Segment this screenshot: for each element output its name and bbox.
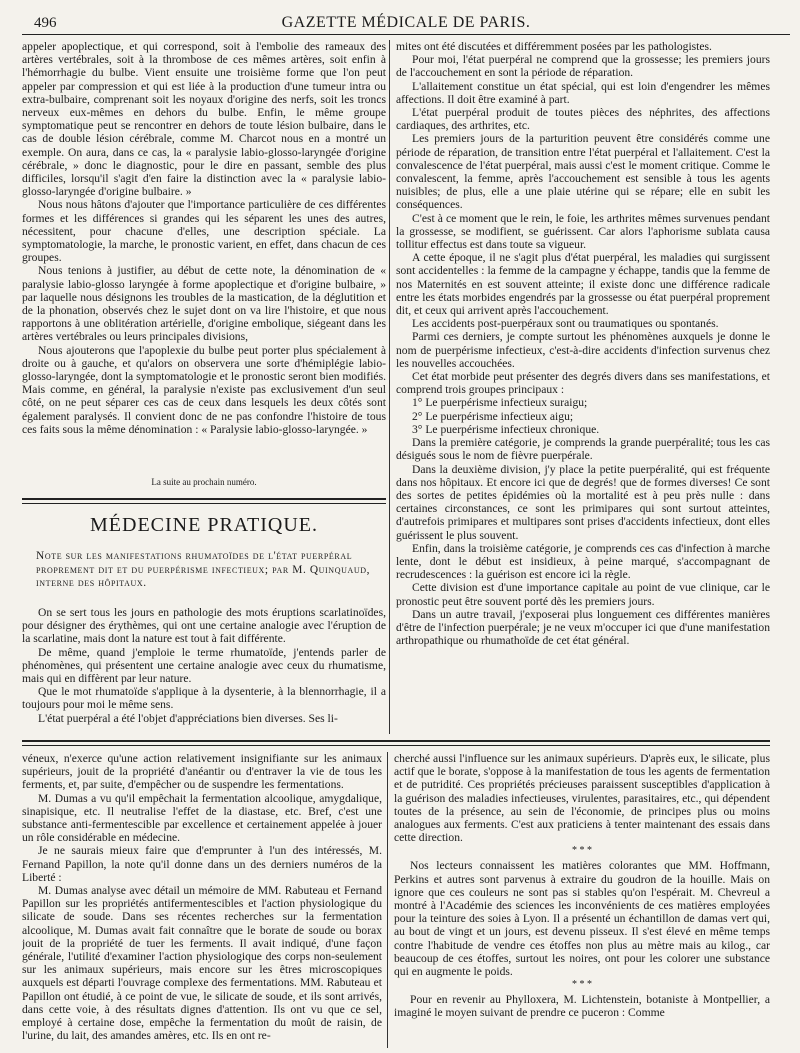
paragraph: De même, quand j'emploie le terme rhumatoïde, j'entends parler de phénomènes, qui présentent une certaine analogie avec ceux du rhumatisme, mais qui en diffèrent par leur nature. <box>22 645 386 686</box>
paragraph: Je ne saurais mieux faire que d'emprunter à l'un des intéressés, M. Fernand Papillon, la note qu'il donne dans un des derniers numéros de la Liberté : <box>22 844 382 884</box>
column-divider <box>389 40 390 734</box>
column-top-right <box>396 40 770 740</box>
paragraph: Dans la première catégorie, je comprends la grande puerpéralité; tous les cas désigués sous le nom de fièvre puerpérale. <box>396 436 770 463</box>
paragraph: A cette époque, il ne s'agit plus d'état puerpéral, les maladies qui surgissent sont accidentelles : la femme de la campagne y échappe, tandis que la femme de nos Maternités en est souvent atteinte; il existe donc une différence radicale entre les états morbides engendrés par la grossesse ou état puerpéral proprement dit, et ceux qui arrivent après l'accouchement. <box>396 251 770 318</box>
paragraph: appeler apoplectique, et qui correspond, soit à l'embolie des rameaux des artères vertébrales, soit à la thrombose de ces mêmes artères, soit enfin à l'hémorrhagie du bulbe. Vient ensuite une troisième forme que l'on peut appeler par compression et qui est liée à la production d'une tumeur intra ou extra-bulbaire, comprenant soit les noyaux d'origine des nerfs, soit les troncs nerveux eux-mêmes en dehors du bulbe. Enfin, le même groupe symptomatique peut se rencontrer en dehors de toute lésion bulbaire, dans le cas de double lésion cérébrale, comme M. Charcot nous en a montré un exemple. On aura, dans ce cas, la « paralysie labio-glosso-laryngée d'origine cérébrale, » donc le diagnostic, pour le dire en passant, semble des plus difficiles, lorsqu'il s'agit d'en faire la distinction avec la « paralysie labio-glosso-laryngée d'origine bulbaire. » <box>22 40 386 199</box>
paragraph: C'est à ce moment que le rein, le foie, les arthrites mêmes survenues pendant la grossesse, se modifient, se guérissent. Car alors l'aphorisme sublata causa tollitur effectus est dans toute sa vigueur. <box>396 211 770 252</box>
column-bottom-right <box>394 752 770 1050</box>
paragraph: On se sert tous les jours en pathologie des mots éruptions scarlatinoïdes, pour désigner des érythèmes, qui ont une certaine analogie avec l'éruption de la scarlatine, mais dont la nature est tout à fait différente. <box>22 606 386 646</box>
paragraph: L'allaitement constitue un état spécial, qui est loin d'engendrer les mêmes affections. Il doit être examiné à part. <box>396 79 770 106</box>
section-title: MÉDECINE PRATIQUE. <box>90 514 318 536</box>
column-bottom-left <box>22 752 382 1050</box>
separator-stars: * * * <box>572 845 592 857</box>
paragraph: mites ont été discutées et différemment posées par les pathologistes. <box>396 40 712 53</box>
separator-stars: * * * <box>572 979 592 991</box>
paragraph: Nous tenions à justifier, au début de cette note, la dénomination de « paralysie labio-glosso laryngée à forme apoplectique et d'origine bulbaire, » par laquelle nous désignons les troubles de la mastication, de la déglutition et de la phonation, observés chez le sujet dont on va lire l'histoire, et que nous rapportons à une oblitération artérielle, d'origine embolique, siégeant dans les artères vertébrales ou leurs principales divisions, <box>22 264 386 344</box>
paragraph: Nous nous hâtons d'ajouter que l'importance particulière de ces différentes formes et les différences si grandes qui les séparent les unes des autres, nécessitent, pour chacune d'elles, une description spéciale. La symptomatologie, la marche, le pronostic varient, en effet, dans chacun de ces groupes. <box>22 198 386 265</box>
paragraph: Cet état morbide peut présenter des degrés divers dans ses manifestations, et comprend trois groupes principaux : <box>396 370 770 397</box>
column-top-left <box>22 40 386 490</box>
paragraph: Pour en revenir au Phylloxera, M. Lichtenstein, botaniste à Montpellier, a imaginé le moyen suivant de prendre ce puceron : Comme <box>394 993 770 1020</box>
horizontal-rule <box>22 740 770 742</box>
paragraph: M. Dumas a vu qu'il empêchait la fermentation alcoolique, amygdalique, sinapisique, etc. Il neutralise l'effet de la diastase, etc. Bref, c'est une substance anti-fermentescible par excellence et certainement appelée à jouer un rôle considérable en médecine. <box>22 791 382 845</box>
paragraph: Les accidents post-puerpéraux sont ou traumatiques ou spontanés. <box>412 317 719 331</box>
page-number: 496 <box>34 15 57 31</box>
column-article-start <box>22 606 386 728</box>
paragraph: Dans la deuxième division, j'y place la petite puerpéralité, qui est fréquente dans nos hôpitaux. Et encore ici que de degrés! que de formes diverses! Ce sont des sortes de petites épidémies où la mortalité est à peu près nulle : dans certaines circonstances, ce sont les primipares qui sont surtout atteintes, d'autrefois primipares et multipares sont prises d'accidents infectieux, dont elles guérissent le plus souvent. <box>396 462 770 542</box>
paragraph: Dans un autre travail, j'exposerai plus longuement ces différentes manières d'être de l'infection puerpérale; je ne veux m'occuper ici que d'une manifestation arthropathique ou rhumathoïde de cet état général. <box>396 607 770 648</box>
paragraph: cherché aussi l'influence sur les animaux supérieurs. D'après eux, le silicate, plus actif que le borate, s'oppose à la manifestation de tous les agents de fermentation et de putridité. Ces propriétés précieuses paraissent susceptibles d'application à la guérison des maladies infectieuses, virulentes, parasitaires, etc., qui dépendent toutes de la présence, au sein de l'économie, de principes plus ou moins analogues aux ferments. C'est aux praticiens à tenter maintenant des essais dans cette direction. <box>394 752 770 845</box>
paragraph: Nous ajouterons que l'apoplexie du bulbe peut porter plus spécialement à droite ou à gauche, et qu'alors on observera une sorte d'hémiplégie labio-glosso-laryngée, dont la symptomatologie et le pronostic seront bien modifiés. Mais comme, en général, la paralysie n'existe pas exclusivement d'un seul côté, on ne peut séparer ces cas de ceux dans lesquels les deux côtés sont également paralysés. Il convient donc de ne pas confondre l'histoire de tous ces faits sous la même dénomination : « Paralysie labio-glosso-laryngée. » <box>22 343 386 436</box>
paragraph: véneux, n'exerce qu'une action relativement insignifiante sur les animaux supérieurs, jouit de la propriété d'anéantir ou d'entraver la vie de tous les ferments, et, par suite, d'empêcher ou de suspendre les fermentations. <box>22 752 382 792</box>
page-header <box>22 12 790 35</box>
column-divider <box>387 752 388 1048</box>
paragraph: Parmi ces derniers, je compte surtout les phénomènes auxquels je donne le nom de puerpérisme infectieux, c'est-à-dire accidents d'infection survenus chez les nouvelles accouchées. <box>396 330 770 370</box>
paragraph: L'état puerpéral produit de toutes pièces des néphrites, des affections cardiaques, des arthrites, etc. <box>396 106 770 133</box>
article-title-text: Note sur les manifestations rhumatoïdes de l'état puerpéral proprement dit et du puerpérisme infectieux; par M. Quinquaud, interne des hôpitaux. <box>36 550 371 589</box>
paragraph: Nos lecteurs connaissent les matières colorantes que MM. Hoffmann, Perkins et autres sont parvenus à extraire du goudron de la houille. Mais on ignore que ces couleurs ne sont pas si stables qu'on l'espérait. M. Chevreul a montré à l'Académie des sciences les inconvénients de ces matières employées pour la teinture des soies à Lyon. Il a présenté un échantillon de damas vert qui, au bout de vingt et un jours, est devenu pisseux. Il s'est élevé en même temps contre l'habitude de vendre ces étoffes non plus au mètre mais au kilog., car beaucoup de ces étoffes, surtout les noires, ont pour les colorer une substance qui en augmente le poids. <box>394 859 770 979</box>
section-rule <box>22 498 386 504</box>
paragraph: Pour moi, l'état puerpéral ne comprend que la grossesse; les premiers jours de l'accouchement en sont la période de réparation. <box>396 53 770 80</box>
list-item: 2° Le puerpérisme infectieux aigu; <box>412 409 574 423</box>
paragraph: Que le mot rhumatoïde s'applique à la dysenterie, à la blennorrhagie, il a toujours pour moi le même sens. <box>22 685 386 712</box>
continuation-note: La suite au prochain numéro. <box>151 477 257 487</box>
paragraph: Cette division est d'une importance capitale au point de vue clinique, car le pronostic peut être souvent porté dès les premiers jours. <box>396 581 770 608</box>
list-item: 1° Le puerpérisme infectieux suraigu; <box>412 396 588 410</box>
paragraph: L'état puerpéral a été l'objet d'appréciations bien diverses. Ses li- <box>38 711 338 725</box>
paragraph: Les premiers jours de la parturition peuvent être considérés comme une période de réparation, de transition entre l'état puerpéral et l'allaitement. C'est la convalescence de l'état puerpéral, mais aussi c'est le moment critique. Comme le convalescent, la femme, après l'accouchement est sensible à tous les agents nuisibles; de plus, elle a une plaie utérine qui se répare; elle en subit les conséquences. <box>396 132 770 212</box>
horizontal-rule <box>22 745 770 746</box>
paragraph: M. Dumas analyse avec détail un mémoire de MM. Rabuteau et Fernand Papillon sur les propriétés antifermentescibles et l'action physiologique du silicate de soude. Dans ses récentes recherches sur la fermentation alcoolique, M. Dumas avait fait connaître que le borate de soude ou borax jouit de la propriété de tuer les ferments. Il avait indiqué, d'une façon générale, l'utilité d'examiner l'action physiologique des corps non-seulement sur les animaux supérieurs, mais encore sur les êtres microscopiques auxquels est départi l'ouvrage complexe des fermentations. MM. Rabuteau et Papillon ont étudié, à ce point de vue, le silicate de soude, et ils sont arrivés, dans cette voie, à des résultats dignes d'attention. Ils ont vu que ce sel, employé à certaine dose, empêche la fermentation du moût de raisin, de l'urine, du lait, des amandes amères, etc. Ils en ont re- <box>22 884 382 1043</box>
paragraph: Enfin, dans la troisième catégorie, je comprends ces cas d'infection à marche lente, dont le début est insidieux, à peine marqué, s'accompagnant de recrudescences : la guérison est encore ici la règle. <box>396 541 770 582</box>
list-item: 3° Le puerpérisme infectieux chronique. <box>412 422 600 436</box>
journal-title: GAZETTE MÉDICALE DE PARIS. <box>281 14 531 31</box>
article-title <box>36 550 382 591</box>
